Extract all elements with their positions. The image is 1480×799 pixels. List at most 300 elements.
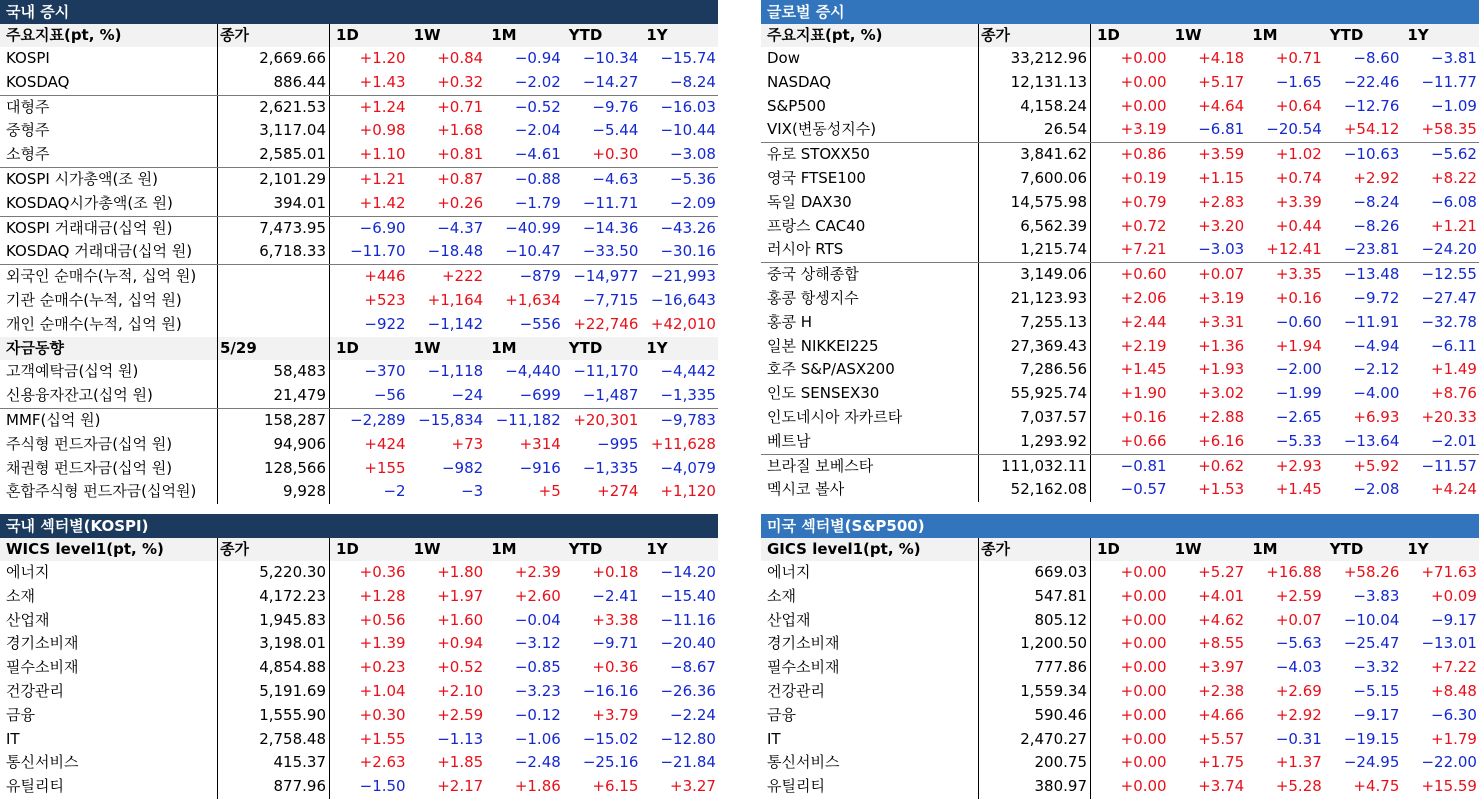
change-1y: −8.67 — [670, 658, 716, 677]
change-1y: −14.20 — [660, 563, 716, 581]
change-ytd: −7,715 — [582, 290, 639, 309]
indicator-name: 프랑스 CAC40 — [761, 215, 979, 239]
change-1w: +222 — [441, 267, 484, 286]
table-row — [761, 142, 1479, 167]
change-1d: +1.28 — [359, 586, 406, 605]
change-1y: −16.03 — [660, 97, 716, 116]
change-1m: +1.02 — [1275, 145, 1322, 164]
change-1m: −1.79 — [514, 193, 561, 212]
change-1y: −11.16 — [660, 610, 716, 629]
close-value: 590.46 — [979, 704, 1091, 728]
change-ytd: −2.08 — [1353, 480, 1400, 499]
change-1y: −30.16 — [660, 242, 716, 261]
close-value: 394.01 — [218, 192, 330, 216]
change-1w: +5.57 — [1198, 729, 1245, 748]
column-header-row — [761, 24, 1479, 47]
change-1w: +1.97 — [437, 586, 484, 605]
close-value: 1,555.90 — [218, 704, 330, 728]
indicator-name: IT — [0, 728, 218, 752]
close-value: 21,479 — [218, 384, 330, 408]
change-ytd: +5.92 — [1353, 456, 1400, 475]
change-1d: +7.21 — [1120, 240, 1167, 259]
change-1y: +8.48 — [1431, 681, 1477, 700]
close-value: 4,158.24 — [979, 95, 1091, 119]
indicator-name: 일본 NIKKEI225 — [761, 335, 979, 359]
change-ytd: −4.63 — [592, 169, 639, 188]
table-row — [0, 408, 718, 433]
change-1m: +1.45 — [1275, 480, 1322, 499]
header-1y: 1Y — [646, 540, 668, 558]
table-row — [0, 71, 718, 95]
close-value: 3,149.06 — [979, 263, 1091, 287]
table-row — [0, 656, 718, 680]
change-1w: +1.85 — [437, 753, 484, 772]
change-1m: +2.69 — [1275, 681, 1322, 700]
indicator-name: 중국 상해종합 — [761, 263, 979, 287]
change-1m: −5.63 — [1275, 634, 1322, 653]
table-row — [761, 287, 1479, 311]
indicator-name: 혼합주식형 펀드자금(십억원) — [0, 480, 218, 504]
change-1d: +0.00 — [1120, 658, 1167, 677]
table-row — [761, 262, 1479, 287]
indicator-name: KOSDAQ시가총액(조 원) — [0, 192, 218, 216]
close-value: 9,928 — [218, 480, 330, 504]
change-1d: +0.00 — [1120, 49, 1167, 67]
header-1y: 1Y — [646, 26, 668, 44]
change-1w: +1.93 — [1198, 360, 1245, 379]
change-1d: −922 — [364, 314, 406, 333]
change-ytd: −995 — [597, 434, 639, 453]
table-row — [761, 95, 1479, 119]
change-1m: −10.47 — [505, 242, 561, 261]
indicator-name: 건강관리 — [0, 680, 218, 704]
panel-title: 국내 섹터별(KOSPI) — [0, 514, 718, 538]
header-1w: 1W — [1174, 26, 1202, 44]
change-1d: +0.19 — [1120, 168, 1167, 187]
change-ytd: −33.50 — [582, 242, 639, 261]
change-ytd: −9.76 — [592, 97, 639, 116]
indicator-name: IT — [761, 728, 979, 752]
close-value: 2,621.53 — [218, 96, 330, 120]
indicator-name: 소재 — [0, 585, 218, 609]
change-1m: +5.28 — [1275, 777, 1322, 796]
close-value: 14,575.98 — [979, 191, 1091, 215]
indicator-name: 홍콩 항셍지수 — [761, 287, 979, 311]
change-1w: +0.71 — [437, 97, 484, 116]
change-ytd: −14.36 — [582, 218, 639, 237]
change-1m: +0.64 — [1275, 96, 1322, 115]
change-ytd: −4.00 — [1353, 384, 1400, 403]
change-1y: −5.36 — [670, 169, 716, 188]
change-1d: +0.00 — [1120, 777, 1167, 796]
change-ytd: −15.02 — [582, 729, 639, 748]
change-1w: +0.52 — [437, 658, 484, 677]
change-ytd: −2.12 — [1353, 360, 1400, 379]
indicator-name: 호주 S&P/ASX200 — [761, 358, 979, 382]
close-value — [218, 289, 330, 313]
close-value: 877.96 — [218, 775, 330, 799]
change-1d: +0.00 — [1120, 586, 1167, 605]
change-1d: +0.00 — [1120, 634, 1167, 653]
table-row — [761, 704, 1479, 728]
change-1m: −3.12 — [514, 634, 561, 653]
table-row — [0, 609, 718, 633]
change-1w: +0.07 — [1198, 265, 1245, 284]
change-1y: −6.11 — [1431, 336, 1477, 355]
table-row — [761, 430, 1479, 454]
table-row — [0, 216, 718, 241]
indicator-name: KOSDAQ 거래대금(십억 원) — [0, 240, 218, 264]
change-1y: −21.84 — [660, 753, 716, 772]
group-col-ytd: YTD — [568, 338, 603, 357]
change-1y: −8.24 — [670, 72, 716, 91]
change-1d: +0.23 — [359, 658, 406, 677]
close-value: 3,117.04 — [218, 119, 330, 143]
table-row — [761, 382, 1479, 406]
change-ytd: −11.71 — [582, 193, 639, 212]
table-row — [0, 728, 718, 752]
table-row — [0, 585, 718, 609]
close-value: 3,198.01 — [218, 632, 330, 656]
change-1y: −13.01 — [1421, 634, 1477, 653]
table-row — [0, 775, 718, 799]
change-ytd: −14.27 — [582, 72, 639, 91]
change-1w: −982 — [441, 458, 484, 477]
change-1y: −26.36 — [660, 681, 716, 700]
change-1y: +42,010 — [650, 314, 716, 333]
change-1d: +0.86 — [1120, 145, 1167, 164]
close-value: 415.37 — [218, 751, 330, 775]
close-value: 805.12 — [979, 609, 1091, 633]
change-1w: +0.94 — [437, 634, 484, 653]
close-value: 6,562.39 — [979, 215, 1091, 239]
change-1y: −4,442 — [660, 362, 716, 381]
change-1w: −4.37 — [437, 218, 484, 237]
change-1m: +2.39 — [514, 563, 561, 581]
close-value: 2,669.66 — [218, 47, 330, 71]
table-row — [761, 47, 1479, 71]
close-value: 547.81 — [979, 585, 1091, 609]
change-1m: −11,182 — [495, 410, 561, 429]
change-1y: −4,079 — [660, 458, 716, 477]
group-col-1m: 1M — [491, 338, 517, 357]
change-1d: +0.30 — [359, 705, 406, 724]
change-1y: −10.44 — [660, 121, 716, 140]
indicator-name: 산업재 — [0, 609, 218, 633]
change-ytd: −11,170 — [573, 362, 639, 381]
indicator-name: 인도네시아 자카르타 — [761, 406, 979, 430]
header-1m: 1M — [491, 540, 517, 558]
close-value: 2,470.27 — [979, 728, 1091, 752]
change-1d: +0.00 — [1120, 729, 1167, 748]
change-1y: +3.27 — [670, 777, 716, 796]
change-1y: −5.62 — [1431, 145, 1477, 164]
change-ytd: +4.75 — [1353, 777, 1400, 796]
change-1w: +0.26 — [437, 193, 484, 212]
change-1w: +2.17 — [437, 777, 484, 796]
change-ytd: −1,335 — [582, 458, 639, 477]
change-1w: +8.55 — [1198, 634, 1245, 653]
header-1d: 1D — [336, 26, 359, 44]
indicator-name: 경기소비재 — [761, 632, 979, 656]
change-1y: −43.26 — [660, 218, 716, 237]
indicator-name: MMF(십억 원) — [0, 409, 218, 433]
change-1y: −32.78 — [1421, 312, 1477, 331]
header-close: 종가 — [218, 538, 330, 561]
close-value: 669.03 — [979, 561, 1091, 585]
change-1d: +0.60 — [1120, 265, 1167, 284]
change-1m: −0.12 — [514, 705, 561, 724]
change-1d: +0.00 — [1120, 563, 1167, 581]
change-1d: +1.24 — [359, 97, 406, 116]
close-value: 5,220.30 — [218, 561, 330, 585]
header-1y: 1Y — [1407, 26, 1429, 44]
change-1y: −2.24 — [670, 705, 716, 724]
close-value: 4,854.88 — [218, 656, 330, 680]
table-row — [761, 775, 1479, 799]
change-1w: +1,164 — [427, 290, 484, 309]
close-value: 7,473.95 — [218, 217, 330, 241]
close-value: 886.44 — [218, 71, 330, 95]
change-1m: +0.07 — [1275, 610, 1322, 629]
change-1y: −12.80 — [660, 729, 716, 748]
column-header-row — [0, 538, 718, 561]
change-1m: −0.31 — [1275, 729, 1322, 748]
change-1d: +1.90 — [1120, 384, 1167, 403]
change-1m: −2.04 — [514, 121, 561, 140]
change-1d: +424 — [364, 434, 406, 453]
change-1m: +3.39 — [1275, 192, 1322, 211]
domestic-market-panel — [0, 0, 718, 504]
change-1y: −9.17 — [1431, 610, 1477, 629]
indicator-name: 주식형 펀드자금(십억 원) — [0, 433, 218, 457]
change-1w: −6.81 — [1198, 120, 1245, 139]
change-ytd: −16.16 — [582, 681, 639, 700]
change-1y: −3.81 — [1431, 49, 1477, 67]
us-sector-rows — [761, 561, 1479, 799]
change-ytd: −8.24 — [1353, 192, 1400, 211]
indicator-name: 산업재 — [761, 609, 979, 633]
table-row — [761, 167, 1479, 191]
column-header-row — [761, 538, 1479, 561]
indicator-name: 건강관리 — [761, 680, 979, 704]
change-1w: +1.75 — [1198, 753, 1245, 772]
group-label: 자금동향 — [0, 337, 218, 361]
table-row — [0, 289, 718, 313]
change-ytd: −14,977 — [573, 267, 639, 286]
table-row — [761, 238, 1479, 262]
close-value: 33,212.96 — [979, 47, 1091, 71]
close-value: 2,101.29 — [218, 168, 330, 192]
indicator-name: 유로 STOXX50 — [761, 143, 979, 167]
header-1d: 1D — [1097, 540, 1120, 558]
change-1d: +1.20 — [359, 49, 406, 67]
change-1m: −1.65 — [1275, 72, 1322, 91]
panel-title: 국내 증시 — [0, 0, 718, 24]
domestic-rows — [0, 47, 718, 504]
indicator-name: 개인 순매수(누적, 십억 원) — [0, 313, 218, 337]
change-1w: +1.36 — [1198, 336, 1245, 355]
indicator-name: 중형주 — [0, 119, 218, 143]
header-1w: 1W — [413, 540, 441, 558]
table-row — [761, 335, 1479, 359]
header-ytd: YTD — [568, 540, 603, 558]
change-1w: +2.10 — [437, 681, 484, 700]
header-close: 종가 — [979, 24, 1091, 47]
table-row — [761, 191, 1479, 215]
change-1y: −12.55 — [1421, 265, 1477, 284]
change-1y: +0.09 — [1431, 586, 1477, 605]
change-1m: −4.03 — [1275, 658, 1322, 677]
change-1w: +2.59 — [437, 705, 484, 724]
change-1w: −1.13 — [437, 729, 484, 748]
change-1w: +2.83 — [1198, 192, 1245, 211]
indicator-name: 유틸리티 — [0, 775, 218, 799]
change-1d: +2.06 — [1120, 288, 1167, 307]
change-1w: −3.03 — [1198, 240, 1245, 259]
change-1y: −21,993 — [650, 267, 716, 286]
close-value: 21,123.93 — [979, 287, 1091, 311]
change-ytd: +6.93 — [1353, 407, 1400, 426]
table-row — [0, 240, 718, 264]
change-ytd: +22,746 — [573, 314, 639, 333]
change-ytd: −9.71 — [592, 634, 639, 653]
header-ytd: YTD — [568, 26, 603, 44]
change-1m: +0.74 — [1275, 168, 1322, 187]
close-value: 27,369.43 — [979, 335, 1091, 359]
header-indicator: WICS level1(pt, %) — [0, 538, 218, 561]
table-row — [761, 656, 1479, 680]
table-row — [0, 313, 718, 337]
change-1m: +2.60 — [514, 586, 561, 605]
change-1m: −0.85 — [514, 658, 561, 677]
change-1w: +5.27 — [1198, 563, 1245, 581]
change-1d: +1.42 — [359, 193, 406, 212]
change-1m: −2.00 — [1275, 360, 1322, 379]
table-row — [0, 360, 718, 384]
change-1w: −15,834 — [418, 410, 484, 429]
close-value: 7,600.06 — [979, 167, 1091, 191]
indicator-name: 금융 — [0, 704, 218, 728]
change-ytd: −11.91 — [1343, 312, 1400, 331]
table-row — [761, 311, 1479, 335]
change-1d: −0.57 — [1120, 480, 1167, 499]
change-ytd: −10.04 — [1343, 610, 1400, 629]
close-value: 1,945.83 — [218, 609, 330, 633]
table-row — [0, 119, 718, 143]
header-1m: 1M — [1252, 540, 1278, 558]
change-1y: +15.59 — [1421, 777, 1477, 796]
table-row — [0, 192, 718, 216]
change-1w: +1.53 — [1198, 480, 1245, 499]
indicator-name: 대형주 — [0, 96, 218, 120]
change-ytd: −8.26 — [1353, 216, 1400, 235]
change-1y: −16,643 — [650, 290, 716, 309]
table-row — [0, 264, 718, 289]
table-row — [0, 95, 718, 120]
close-value: 12,131.13 — [979, 71, 1091, 95]
change-1w: +1.15 — [1198, 168, 1245, 187]
change-1y: −1,335 — [660, 386, 716, 405]
change-1d: +2.19 — [1120, 336, 1167, 355]
change-1w: +1.68 — [437, 121, 484, 140]
change-1m: +1,634 — [505, 290, 561, 309]
change-ytd: −5.15 — [1353, 681, 1400, 700]
table-row — [0, 167, 718, 192]
change-ytd: −24.95 — [1343, 753, 1400, 772]
change-1w: +2.88 — [1198, 407, 1245, 426]
change-1m: −0.60 — [1275, 312, 1322, 331]
header-indicator: 주요지표(pt, %) — [0, 24, 218, 47]
close-value: 1,559.34 — [979, 680, 1091, 704]
change-1w: −18.48 — [427, 242, 484, 261]
indicator-name: KOSPI — [0, 47, 218, 71]
change-1d: +0.00 — [1120, 681, 1167, 700]
change-1m: −0.04 — [514, 610, 561, 629]
close-value: 26.54 — [979, 118, 1091, 142]
indicator-name: 에너지 — [761, 561, 979, 585]
change-1m: +1.94 — [1275, 336, 1322, 355]
header-close: 종가 — [218, 24, 330, 47]
change-1d: +0.00 — [1120, 705, 1167, 724]
change-1d: −6.90 — [359, 218, 406, 237]
change-1y: −3.08 — [670, 145, 716, 164]
change-1d: −11.70 — [350, 242, 406, 261]
change-ytd: −12.76 — [1343, 96, 1400, 115]
change-1d: +0.16 — [1120, 407, 1167, 426]
close-value: 1,215.74 — [979, 238, 1091, 262]
close-value: 380.97 — [979, 775, 1091, 799]
change-1m: −0.88 — [514, 169, 561, 188]
header-ytd: YTD — [1329, 540, 1364, 558]
global-rows — [761, 47, 1479, 502]
change-1m: +2.59 — [1275, 586, 1322, 605]
group-date: 5/29 — [218, 337, 330, 361]
change-1d: −1.50 — [359, 777, 406, 796]
indicator-name: KOSPI 시가총액(조 원) — [0, 168, 218, 192]
change-1w: +4.18 — [1198, 49, 1245, 67]
change-1w: +0.62 — [1198, 456, 1245, 475]
table-row — [0, 751, 718, 775]
change-ytd: −8.60 — [1353, 49, 1400, 67]
kospi-sector-rows — [0, 561, 718, 799]
change-1y: −9,783 — [660, 410, 716, 429]
table-row — [0, 632, 718, 656]
panel-title: 미국 섹터별(S&P500) — [761, 514, 1479, 538]
close-value: 3,841.62 — [979, 143, 1091, 167]
change-1m: −916 — [519, 458, 561, 477]
us-sector-panel — [761, 514, 1479, 799]
change-1d: +2.44 — [1120, 312, 1167, 331]
change-ytd: −25.47 — [1343, 634, 1400, 653]
kospi-sector-panel — [0, 514, 718, 799]
change-1d: +1.10 — [359, 145, 406, 164]
change-1w: +3.59 — [1198, 145, 1245, 164]
change-1m: −2.65 — [1275, 407, 1322, 426]
close-value: 58,483 — [218, 360, 330, 384]
change-1d: +0.98 — [359, 121, 406, 140]
table-row — [0, 143, 718, 167]
change-1y: −24.20 — [1421, 240, 1477, 259]
indicator-name: 소재 — [761, 585, 979, 609]
indicator-name: 금융 — [761, 704, 979, 728]
change-1d: +0.66 — [1120, 431, 1167, 450]
table-row — [761, 561, 1479, 585]
table-row — [0, 47, 718, 71]
change-1w: +0.32 — [437, 72, 484, 91]
close-value: 111,032.11 — [979, 455, 1091, 479]
change-ytd: −10.34 — [582, 49, 639, 67]
